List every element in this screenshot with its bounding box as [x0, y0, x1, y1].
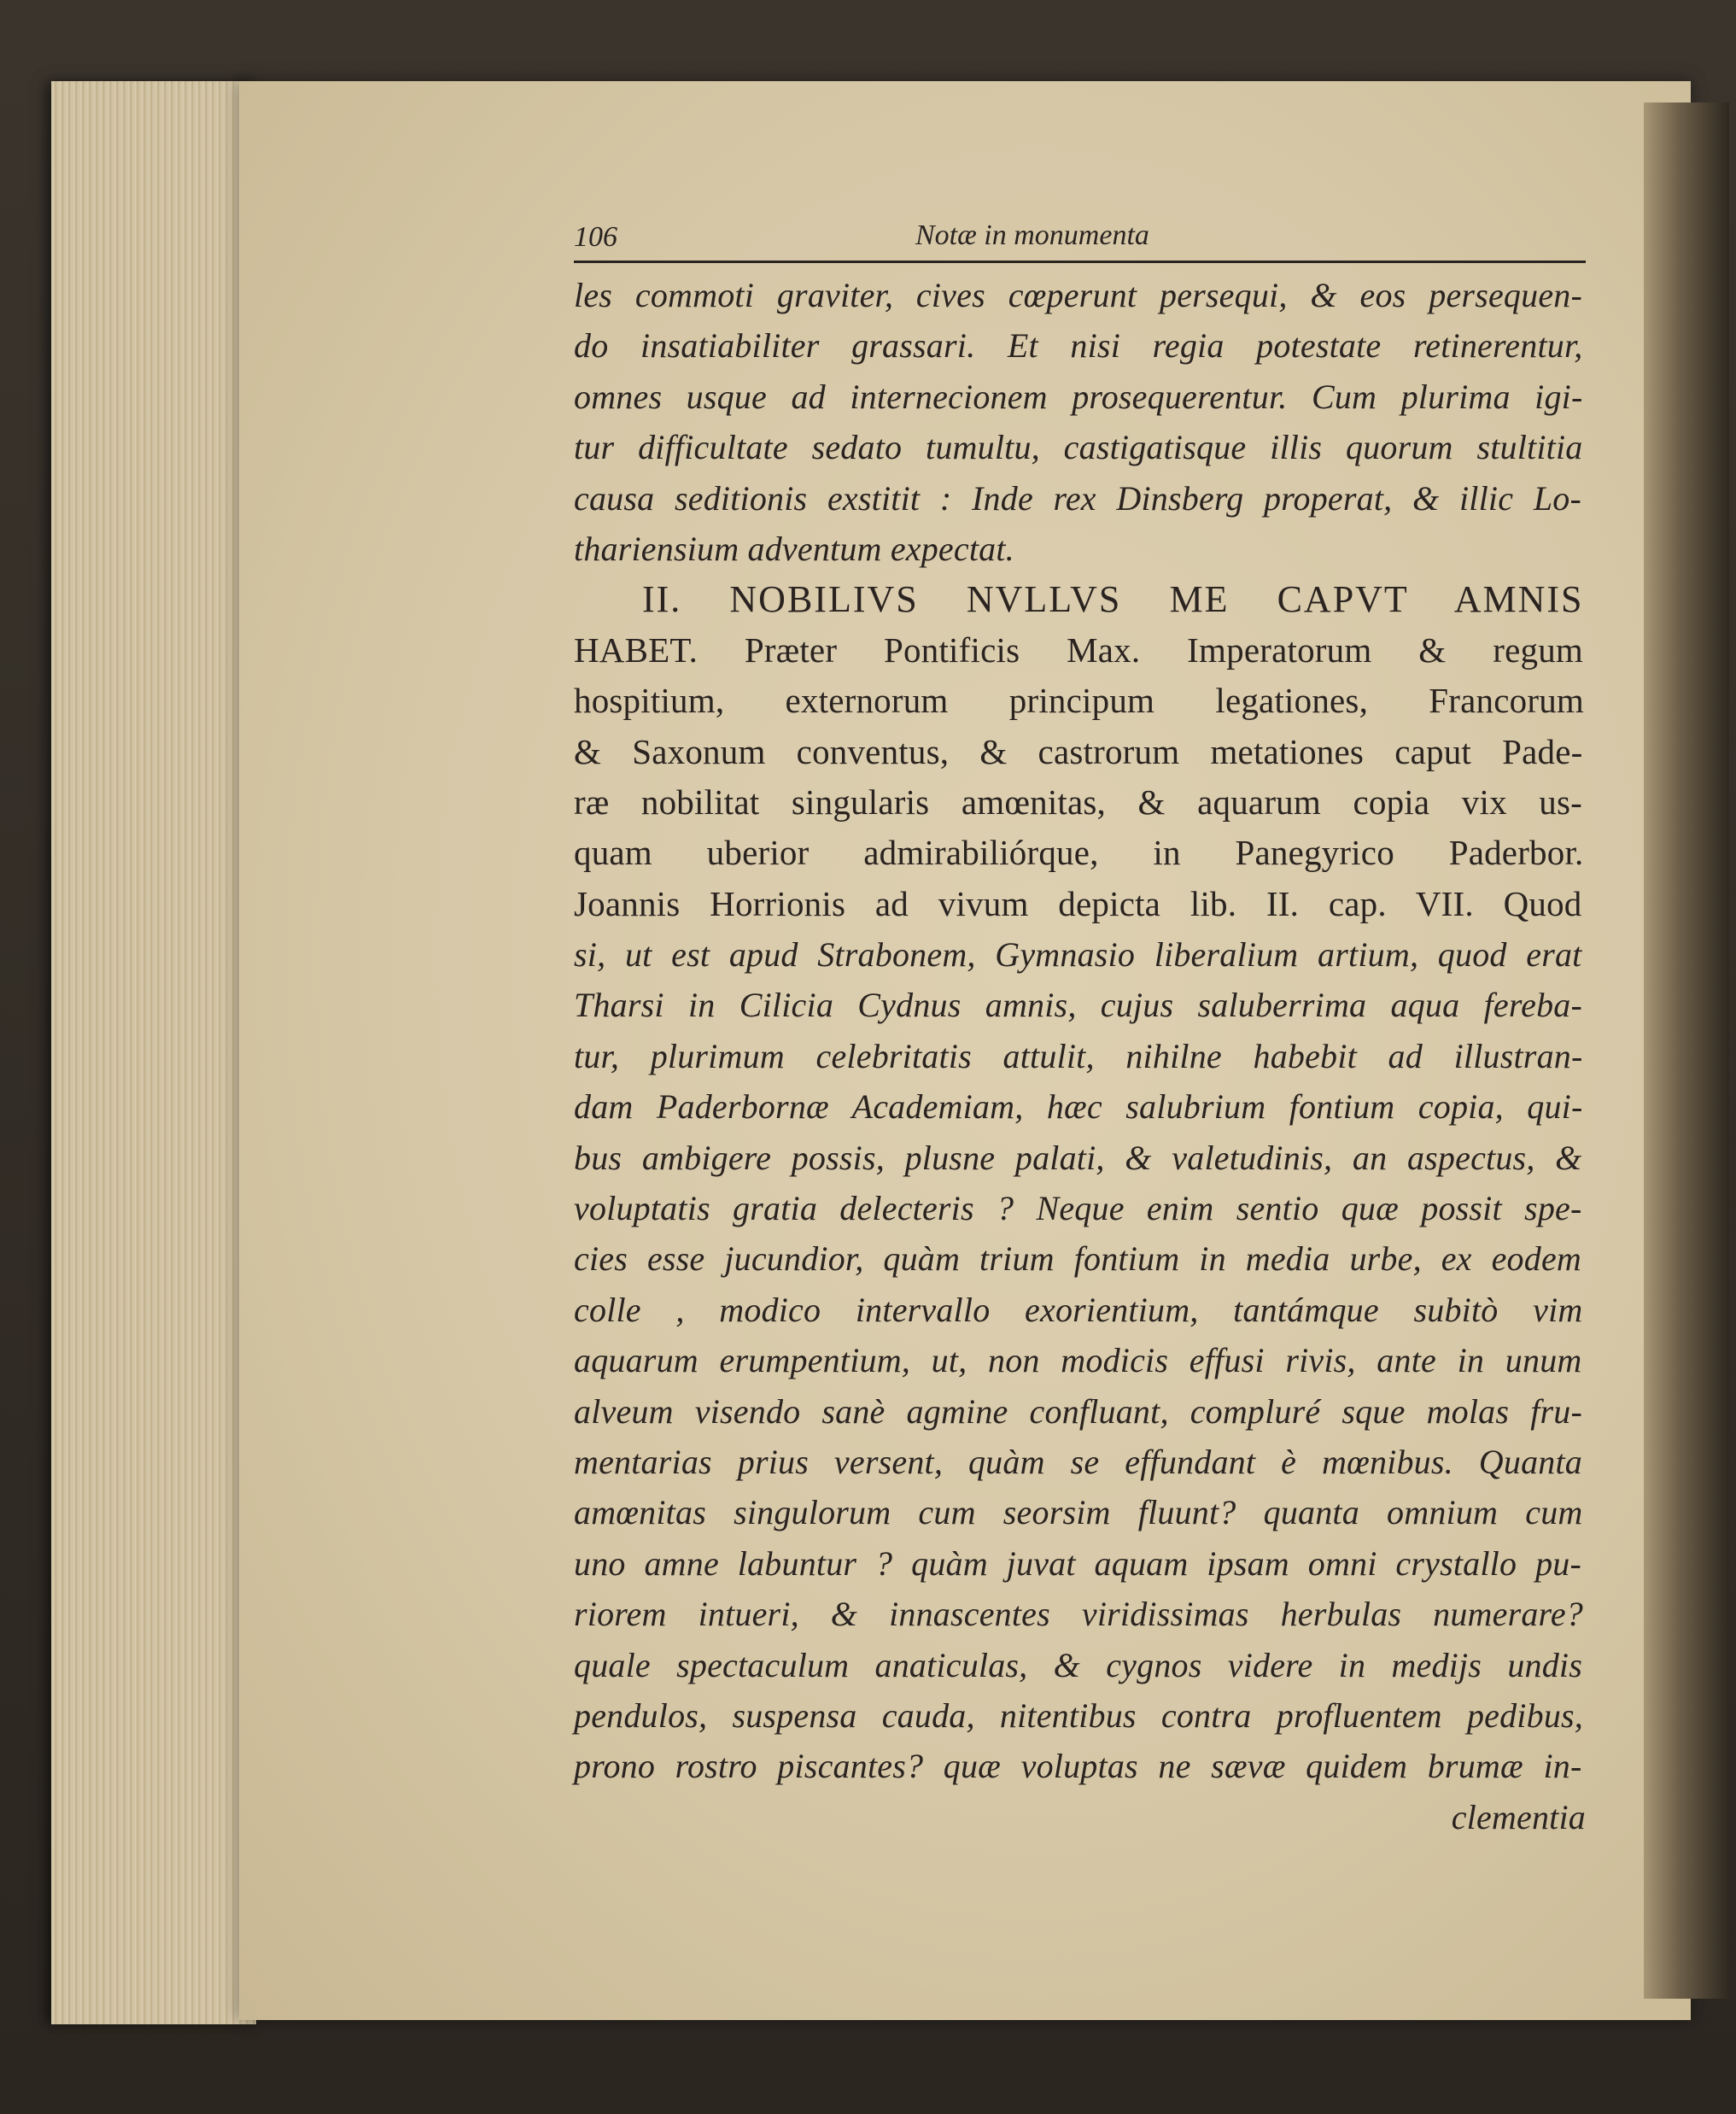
text-line: causa seditionis exstitit : Inde rex Dinsberg properat, & illic Lo- [574, 478, 1581, 518]
page-edges [51, 81, 256, 2024]
text-line: pendulos, suspensa cauda, nitentibus contra profluentem pedibus, [574, 1695, 1583, 1735]
text-line: tur difficultate sedato tumultu, castigatisque illis quorum stultitia [574, 428, 1583, 467]
running-title: Notæ in monumenta [915, 220, 1149, 251]
catchword-line [574, 1792, 1586, 1842]
text-line: & Saxonum conventus, & castrorum metationes caput Pade- [574, 731, 1583, 771]
running-head [574, 218, 1586, 263]
text-line: colle , modico intervallo exorientium, tantámque subitò vim [574, 1290, 1583, 1329]
section-heading: II. NOBILIVS NVLLVS ME CAPVT AMNIS [642, 578, 1584, 621]
paragraph-roman [574, 625, 1586, 929]
paragraph-italic [574, 929, 1586, 1792]
text-line: do insatiabiliter grassari. Et nisi regia potestate retinerentur, [574, 326, 1583, 366]
text-line: Joannis Horrionis ad vivum depicta lib. II. cap. VII. Quod [574, 883, 1582, 923]
text-line: hospitium, externorum principum legationes, Francorum [574, 681, 1584, 721]
text-line: HABET. Præter Pontificis Max. Imperatorum & regum [574, 630, 1583, 670]
book-gutter [1644, 102, 1729, 1999]
page-text-block [574, 218, 1586, 1842]
text-line: thariensium adventum expectat. [574, 529, 1014, 568]
text-line: ræ nobilitat singularis amœnitas, & aquarum copia vix us- [574, 782, 1582, 822]
text-line: prono rostro piscantes? quæ voluptas ne sævæ quidem brumæ in- [574, 1747, 1582, 1786]
catchword: clementia [1451, 1797, 1586, 1836]
text-line: quale spectaculum anaticulas, & cygnos videre in medijs undis [574, 1645, 1582, 1684]
text-line: bus ambigere possis, plusne palati, & valetudinis, an aspectus, & [574, 1138, 1582, 1177]
text-line: cies esse jucundior, quàm trium fontium in media urbe, ex eodem [574, 1239, 1581, 1279]
text-line: Tharsi in Cilicia Cydnus amnis, cujus saluberrima aqua fereba- [574, 986, 1582, 1025]
text-line: voluptatis gratia delecteris ? Neque enim sentio quæ possit spe- [574, 1189, 1582, 1228]
text-line: amœnitas singulorum cum seorsim fluunt? quanta omnium cum [574, 1493, 1583, 1532]
page-number: 106 [574, 221, 617, 253]
text-line: uno amne labuntur ? quàm juvat aquam ipsam omni crystallo pu- [574, 1543, 1581, 1583]
text-line: dam Paderbornæ Academiam, hæc salubrium fontium copia, qui- [574, 1087, 1583, 1127]
text-line: aquarum erumpentium, ut, non modicis effusi rivis, ante in unum [574, 1341, 1582, 1380]
text-line: quam uberior admirabiliórque, in Panegyrico Paderbor. [574, 833, 1584, 873]
text-line: si, ut est apud Strabonem, Gymnasio liberalium artium, quod erat [574, 935, 1582, 975]
text-line: mentarias prius versent, quàm se effundant è mœnibus. Quanta [574, 1442, 1582, 1481]
text-line: tur, plurimum celebritatis attulit, nihilne habebit ad illustran- [574, 1036, 1583, 1075]
text-line: riorem intueri, & innascentes viridissimas herbulas numerare? [574, 1595, 1583, 1634]
text-line: alveum visendo sanè agmine confluant, compluré sque molas fru- [574, 1391, 1582, 1431]
text-line: les commoti graviter, cives cœperunt persequi, & eos persequen- [574, 276, 1582, 314]
paragraph-continued [574, 270, 1586, 574]
text-line: omnes usque ad internecionem prosequerentur. Cum plurima igi- [574, 377, 1583, 416]
